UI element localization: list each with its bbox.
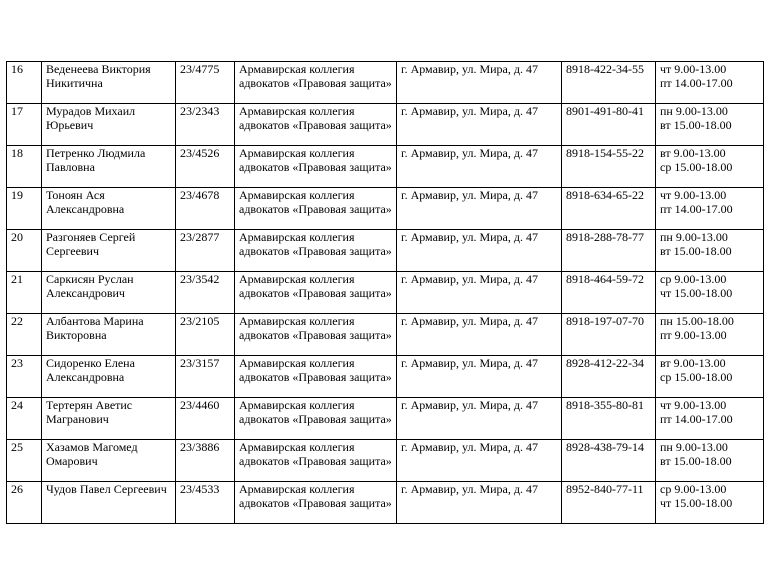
reception-hours-line: чт 15.00-18.00 <box>660 285 733 300</box>
reception-hours-line: вт 15.00-18.00 <box>660 453 732 468</box>
reception-hours <box>656 356 764 398</box>
phone-number: 8918-355-80-81 <box>562 398 656 440</box>
reception-hours <box>656 230 764 272</box>
bar-association: Армавирская коллегия адвокатов «Правовая защита» <box>235 230 397 272</box>
phone-number: 8918-464-59-72 <box>562 272 656 314</box>
reception-hours-line: чт 9.00-13.00 <box>660 62 727 76</box>
table-row <box>7 104 764 146</box>
bar-association: Армавирская коллегия адвокатов «Правовая защита» <box>235 398 397 440</box>
lawyer-name: Петренко Людмила Павловна <box>42 146 176 188</box>
office-address: г. Армавир, ул. Мира, д. 47 <box>397 272 562 314</box>
bar-association: Армавирская коллегия адвокатов «Правовая защита» <box>235 440 397 482</box>
phone-number: 8918-288-78-77 <box>562 230 656 272</box>
table-row <box>7 314 764 356</box>
office-address: г. Армавир, ул. Мира, д. 47 <box>397 314 562 356</box>
reception-hours-line: вт 15.00-18.00 <box>660 243 732 258</box>
reception-hours <box>656 146 764 188</box>
reception-hours-line: вт 15.00-18.00 <box>660 117 732 132</box>
reception-hours <box>656 272 764 314</box>
reception-hours-line: чт 15.00-18.00 <box>660 495 733 510</box>
registry-number: 23/4678 <box>176 188 235 230</box>
office-address: г. Армавир, ул. Мира, д. 47 <box>397 398 562 440</box>
row-number: 21 <box>7 272 42 314</box>
table-row <box>7 398 764 440</box>
table-row <box>7 62 764 104</box>
lawyer-name: Мурадов Михаил Юрьевич <box>42 104 176 146</box>
bar-association: Армавирская коллегия адвокатов «Правовая защита» <box>235 146 397 188</box>
reception-hours-line: пт 14.00-17.00 <box>660 411 733 426</box>
row-number: 16 <box>7 62 42 104</box>
registry-number: 23/3542 <box>176 272 235 314</box>
row-number: 18 <box>7 146 42 188</box>
phone-number: 8918-197-07-70 <box>562 314 656 356</box>
lawyer-name: Веденеева Виктория Никитична <box>42 62 176 104</box>
lawyers-table <box>6 61 764 524</box>
table-row <box>7 272 764 314</box>
bar-association: Армавирская коллегия адвокатов «Правовая защита» <box>235 104 397 146</box>
reception-hours <box>656 314 764 356</box>
registry-number: 23/4775 <box>176 62 235 104</box>
lawyer-name: Разгоняев Сергей Сергеевич <box>42 230 176 272</box>
row-number: 19 <box>7 188 42 230</box>
table-row <box>7 146 764 188</box>
lawyer-name: Тертерян Аветис Магранович <box>42 398 176 440</box>
phone-number: 8928-412-22-34 <box>562 356 656 398</box>
bar-association: Армавирская коллегия адвокатов «Правовая защита» <box>235 356 397 398</box>
reception-hours-line: пт 14.00-17.00 <box>660 201 733 216</box>
office-address: г. Армавир, ул. Мира, д. 47 <box>397 188 562 230</box>
lawyer-name: Албантова Марина Викторовна <box>42 314 176 356</box>
bar-association: Армавирская коллегия адвокатов «Правовая защита» <box>235 314 397 356</box>
reception-hours <box>656 188 764 230</box>
table-row <box>7 188 764 230</box>
reception-hours-line: чт 9.00-13.00 <box>660 398 727 412</box>
registry-number: 23/2877 <box>176 230 235 272</box>
lawyer-name: Тоноян Ася Александровна <box>42 188 176 230</box>
phone-number: 8901-491-80-41 <box>562 104 656 146</box>
lawyer-name: Чудов Павел Сергеевич <box>42 482 176 524</box>
registry-number: 23/4526 <box>176 146 235 188</box>
phone-number: 8918-422-34-55 <box>562 62 656 104</box>
table-row <box>7 230 764 272</box>
reception-hours-line: пт 9.00-13.00 <box>660 327 727 342</box>
table-row <box>7 482 764 524</box>
reception-hours <box>656 62 764 104</box>
registry-number: 23/3886 <box>176 440 235 482</box>
reception-hours-line: пн 9.00-13.00 <box>660 230 728 244</box>
registry-number: 23/4460 <box>176 398 235 440</box>
bar-association: Армавирская коллегия адвокатов «Правовая защита» <box>235 482 397 524</box>
office-address: г. Армавир, ул. Мира, д. 47 <box>397 104 562 146</box>
office-address: г. Армавир, ул. Мира, д. 47 <box>397 62 562 104</box>
bar-association: Армавирская коллегия адвокатов «Правовая защита» <box>235 62 397 104</box>
table-row <box>7 440 764 482</box>
office-address: г. Армавир, ул. Мира, д. 47 <box>397 440 562 482</box>
office-address: г. Армавир, ул. Мира, д. 47 <box>397 482 562 524</box>
phone-number: 8918-634-65-22 <box>562 188 656 230</box>
office-address: г. Армавир, ул. Мира, д. 47 <box>397 146 562 188</box>
phone-number: 8952-840-77-11 <box>562 482 656 524</box>
office-address: г. Армавир, ул. Мира, д. 47 <box>397 356 562 398</box>
row-number: 20 <box>7 230 42 272</box>
reception-hours-line: ср 9.00-13.00 <box>660 272 727 286</box>
reception-hours-line: пт 14.00-17.00 <box>660 75 733 90</box>
row-number: 25 <box>7 440 42 482</box>
reception-hours-line: пн 9.00-13.00 <box>660 104 728 118</box>
reception-hours-line: пн 15.00-18.00 <box>660 314 734 328</box>
bar-association: Армавирская коллегия адвокатов «Правовая защита» <box>235 272 397 314</box>
registry-number: 23/4533 <box>176 482 235 524</box>
reception-hours <box>656 482 764 524</box>
registry-number: 23/2105 <box>176 314 235 356</box>
registry-number: 23/3157 <box>176 356 235 398</box>
reception-hours-line: вт 9.00-13.00 <box>660 146 726 160</box>
reception-hours-line: чт 9.00-13.00 <box>660 188 727 202</box>
reception-hours-line: ср 15.00-18.00 <box>660 159 733 174</box>
bar-association: Армавирская коллегия адвокатов «Правовая защита» <box>235 188 397 230</box>
row-number: 22 <box>7 314 42 356</box>
lawyer-name: Саркисян Руслан Александрович <box>42 272 176 314</box>
registry-number: 23/2343 <box>176 104 235 146</box>
reception-hours-line: ср 9.00-13.00 <box>660 482 727 496</box>
row-number: 26 <box>7 482 42 524</box>
table-row <box>7 356 764 398</box>
reception-hours <box>656 104 764 146</box>
row-number: 23 <box>7 356 42 398</box>
reception-hours <box>656 440 764 482</box>
phone-number: 8928-438-79-14 <box>562 440 656 482</box>
reception-hours-line: пн 9.00-13.00 <box>660 440 728 454</box>
reception-hours-line: ср 15.00-18.00 <box>660 369 733 384</box>
lawyer-name: Хазамов Магомед Омарович <box>42 440 176 482</box>
phone-number: 8918-154-55-22 <box>562 146 656 188</box>
row-number: 17 <box>7 104 42 146</box>
reception-hours <box>656 398 764 440</box>
row-number: 24 <box>7 398 42 440</box>
office-address: г. Армавир, ул. Мира, д. 47 <box>397 230 562 272</box>
table-body <box>7 62 764 524</box>
lawyer-name: Сидоренко Елена Александровна <box>42 356 176 398</box>
reception-hours-line: вт 9.00-13.00 <box>660 356 726 370</box>
